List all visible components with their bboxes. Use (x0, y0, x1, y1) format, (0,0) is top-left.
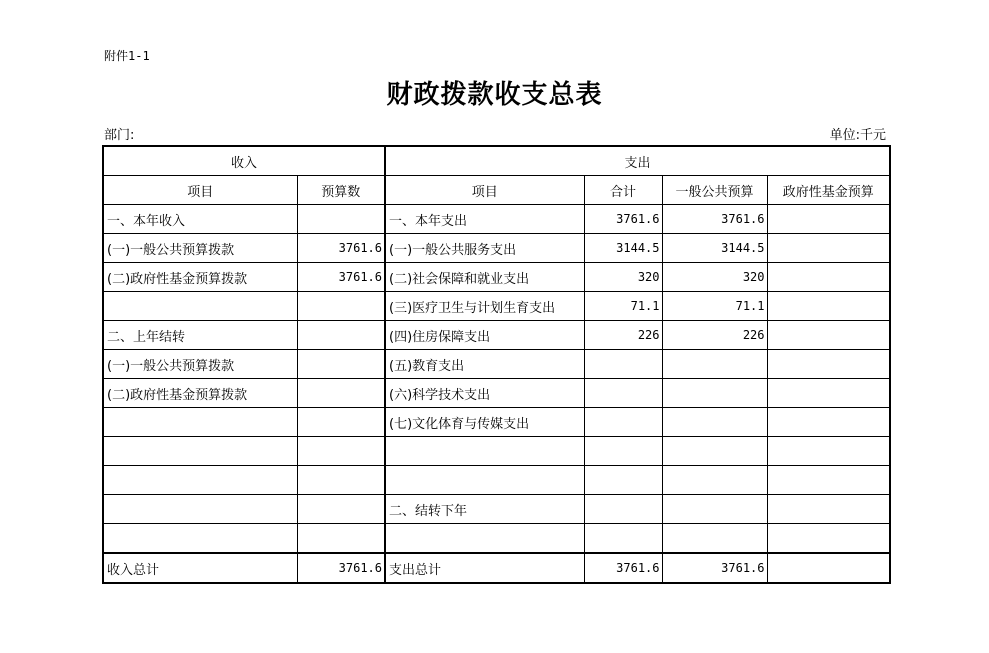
expense-group-header: 支出 (385, 146, 890, 176)
income-budget-cell (297, 379, 385, 408)
general-budget-cell: 3144.5 (662, 234, 767, 263)
income-item-cell (103, 524, 297, 554)
table-row (103, 234, 890, 263)
expense-item-cell: (四)住房保障支出 (385, 321, 584, 350)
income-item-cell: (二)政府性基金预算拨款 (103, 379, 297, 408)
general-budget-cell: 71.1 (662, 292, 767, 321)
income-budget-cell (297, 466, 385, 495)
table-row (103, 205, 890, 234)
column-header-row (103, 176, 890, 205)
fund-budget-cell (767, 524, 890, 554)
unit-label: 单位:千元 (829, 128, 886, 143)
table-row (103, 466, 890, 495)
table-row (103, 321, 890, 350)
expense-item-cell: (一)一般公共服务支出 (385, 234, 584, 263)
expense-total-cell (584, 350, 662, 379)
expense-total-cell (584, 379, 662, 408)
general-budget-cell (662, 379, 767, 408)
expense-total-cell (584, 524, 662, 554)
fund-budget-cell (767, 234, 890, 263)
attachment-label: 附件1-1 (104, 49, 150, 63)
expense-item-cell: (六)科学技术支出 (385, 379, 584, 408)
expense-total-cell: 71.1 (584, 292, 662, 321)
income-item-cell: 收入总计 (103, 553, 297, 583)
table-row (103, 263, 890, 292)
expense-item-cell: (五)教育支出 (385, 350, 584, 379)
fund-budget-cell (767, 379, 890, 408)
income-item-cell: 一、本年收入 (103, 205, 297, 234)
income-budget-cell: 3761.6 (297, 234, 385, 263)
expense-item-cell (385, 524, 584, 554)
total-row (103, 553, 890, 583)
fund-budget-cell (767, 263, 890, 292)
page-title: 财政拨款收支总表 (386, 80, 603, 110)
income-item-cell: (二)政府性基金预算拨款 (103, 263, 297, 292)
expense-item-cell: (七)文化体育与传媒支出 (385, 408, 584, 437)
expense-total-cell (584, 495, 662, 524)
department-label: 部门: (104, 128, 135, 143)
expense-item-cell: 二、结转下年 (385, 495, 584, 524)
expense-item-cell: (三)医疗卫生与计划生育支出 (385, 292, 584, 321)
income-item-cell (103, 466, 297, 495)
table-row (103, 437, 890, 466)
table-row (103, 524, 890, 554)
income-budget-cell (297, 292, 385, 321)
fund-budget-cell (767, 408, 890, 437)
income-budget-cell: 3761.6 (297, 263, 385, 292)
expense-item-cell: 一、本年支出 (385, 205, 584, 234)
income-budget-cell (297, 495, 385, 524)
expense-item-cell: 支出总计 (385, 553, 584, 583)
col-header-expense-item: 项目 (385, 176, 584, 205)
income-budget-cell (297, 408, 385, 437)
general-budget-cell (662, 408, 767, 437)
expense-total-cell: 3144.5 (584, 234, 662, 263)
expense-item-cell: (二)社会保障和就业支出 (385, 263, 584, 292)
fund-budget-cell (767, 205, 890, 234)
table-row (103, 495, 890, 524)
income-item-cell (103, 495, 297, 524)
col-header-fund-budget: 政府性基金预算 (767, 176, 890, 205)
income-budget-cell (297, 437, 385, 466)
expense-total-cell: 320 (584, 263, 662, 292)
fund-budget-cell (767, 350, 890, 379)
expense-total-cell (584, 466, 662, 495)
expense-total-cell: 226 (584, 321, 662, 350)
table-row (103, 379, 890, 408)
general-budget-cell (662, 466, 767, 495)
expense-total-cell: 3761.6 (584, 553, 662, 583)
income-budget-cell: 3761.6 (297, 553, 385, 583)
group-header-row (103, 146, 890, 176)
income-item-cell: (一)一般公共预算拨款 (103, 350, 297, 379)
col-header-general-budget: 一般公共预算 (662, 176, 767, 205)
table-row (103, 292, 890, 321)
fund-budget-cell (767, 321, 890, 350)
income-item-cell: (一)一般公共预算拨款 (103, 234, 297, 263)
expense-total-cell (584, 408, 662, 437)
income-group-header: 收入 (103, 146, 385, 176)
general-budget-cell: 320 (662, 263, 767, 292)
expense-total-cell: 3761.6 (584, 205, 662, 234)
col-header-total: 合计 (584, 176, 662, 205)
col-header-income-budget: 预算数 (297, 176, 385, 205)
budget-table (102, 145, 891, 584)
expense-total-cell (584, 437, 662, 466)
income-budget-cell (297, 350, 385, 379)
general-budget-cell (662, 495, 767, 524)
fund-budget-cell (767, 553, 890, 583)
income-budget-cell (297, 205, 385, 234)
income-item-cell: 二、上年结转 (103, 321, 297, 350)
col-header-income-item: 项目 (103, 176, 297, 205)
general-budget-cell (662, 350, 767, 379)
income-item-cell (103, 408, 297, 437)
general-budget-cell: 226 (662, 321, 767, 350)
income-item-cell (103, 437, 297, 466)
general-budget-cell: 3761.6 (662, 205, 767, 234)
expense-item-cell (385, 437, 584, 466)
table-row (103, 350, 890, 379)
income-budget-cell (297, 524, 385, 554)
general-budget-cell (662, 437, 767, 466)
general-budget-cell: 3761.6 (662, 553, 767, 583)
income-item-cell (103, 292, 297, 321)
income-budget-cell (297, 321, 385, 350)
table-row (103, 408, 890, 437)
fund-budget-cell (767, 495, 890, 524)
fund-budget-cell (767, 292, 890, 321)
fund-budget-cell (767, 466, 890, 495)
fund-budget-cell (767, 437, 890, 466)
general-budget-cell (662, 524, 767, 554)
expense-item-cell (385, 466, 584, 495)
